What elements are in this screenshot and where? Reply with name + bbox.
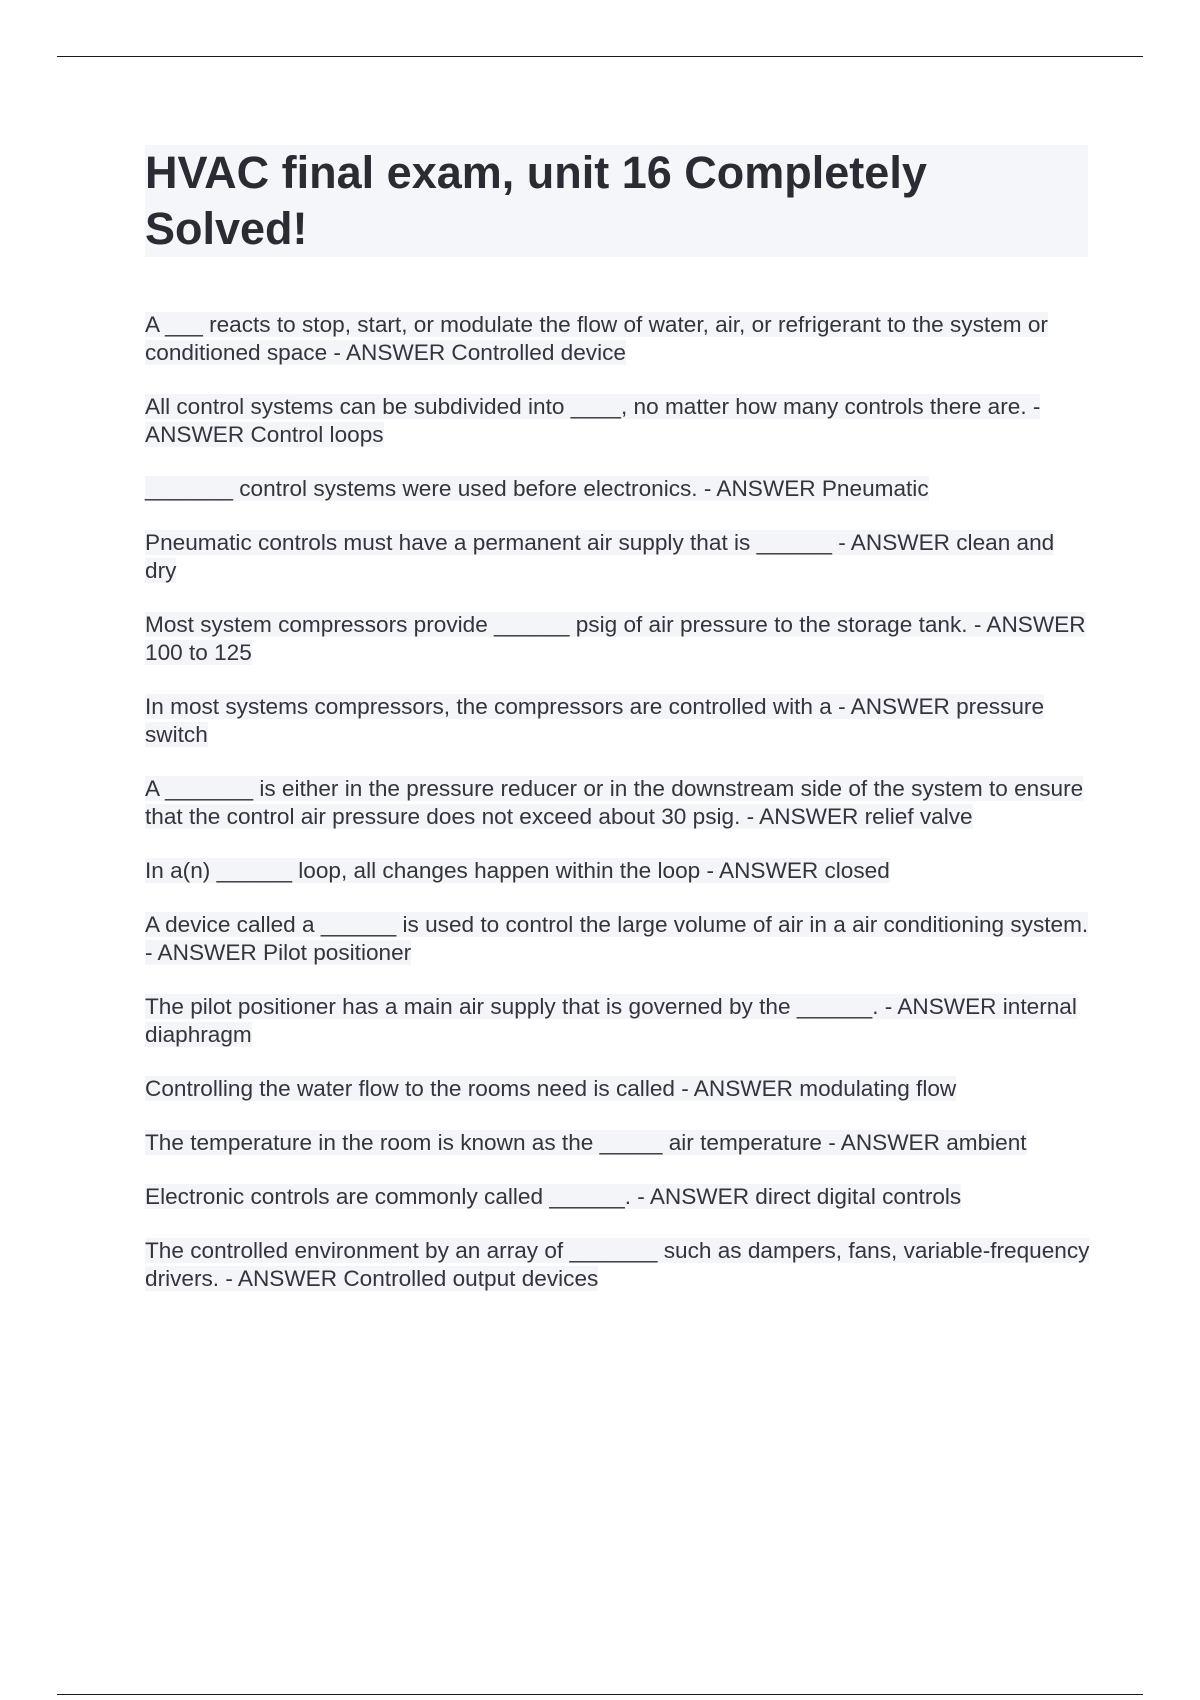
bottom-rule — [57, 1694, 1143, 1695]
qa-item — [145, 911, 1090, 967]
qa-item — [145, 1237, 1090, 1293]
qa-text: A ___ reacts to stop, start, or modulate the flow of water, air, or refrigerant to the system or conditioned space - ANSWER Controlled device — [145, 312, 1048, 365]
qa-text: In a(n) ______ loop, all changes happen within the loop - ANSWER closed — [145, 858, 890, 883]
qa-list — [145, 311, 1090, 1319]
qa-text: Controlling the water flow to the rooms need is called - ANSWER modulating flow — [145, 1076, 957, 1101]
qa-text: A _______ is either in the pressure reducer or in the downstream side of the system to ensure that the control air pressure does not exceed about 30 psig. - ANSWER relief valve — [145, 776, 1084, 829]
qa-item — [145, 311, 1090, 367]
title-block — [145, 145, 1088, 257]
qa-item — [145, 693, 1090, 749]
qa-text: All control systems can be subdivided into ____, no matter how many controls there are. - ANSWER Control loops — [145, 394, 1041, 447]
qa-item — [145, 993, 1090, 1049]
qa-item — [145, 775, 1090, 831]
qa-text: Pneumatic controls must have a permanent air supply that is ______ - ANSWER clean and dry — [145, 530, 1055, 583]
qa-text: A device called a ______ is used to control the large volume of air in a air conditioning system. - ANSWER Pilot positioner — [145, 912, 1089, 965]
qa-text: Most system compressors provide ______ psig of air pressure to the storage tank. - ANSWER 100 to 125 — [145, 612, 1086, 665]
qa-item — [145, 393, 1090, 449]
qa-item — [145, 857, 1090, 885]
qa-item — [145, 611, 1090, 667]
qa-text: Electronic controls are commonly called ______. - ANSWER direct digital controls — [145, 1184, 962, 1209]
qa-text: The pilot positioner has a main air supply that is governed by the ______. - ANSWER internal diaphragm — [145, 994, 1077, 1047]
qa-text: The controlled environment by an array of _______ such as dampers, fans, variable-frequency drivers. - ANSWER Controlled output devices — [145, 1238, 1090, 1291]
qa-item — [145, 1183, 1090, 1211]
qa-text: In most systems compressors, the compressors are controlled with a - ANSWER pressure switch — [145, 694, 1045, 747]
top-rule — [57, 56, 1143, 57]
qa-text: _______ control systems were used before electronics. - ANSWER Pneumatic — [145, 476, 929, 501]
qa-text: The temperature in the room is known as the _____ air temperature - ANSWER ambient — [145, 1130, 1027, 1155]
qa-item — [145, 1075, 1090, 1103]
page-title: HVAC final exam, unit 16 Completely Solved! — [145, 147, 927, 254]
qa-item — [145, 529, 1090, 585]
qa-item — [145, 475, 1090, 503]
qa-item — [145, 1129, 1090, 1157]
